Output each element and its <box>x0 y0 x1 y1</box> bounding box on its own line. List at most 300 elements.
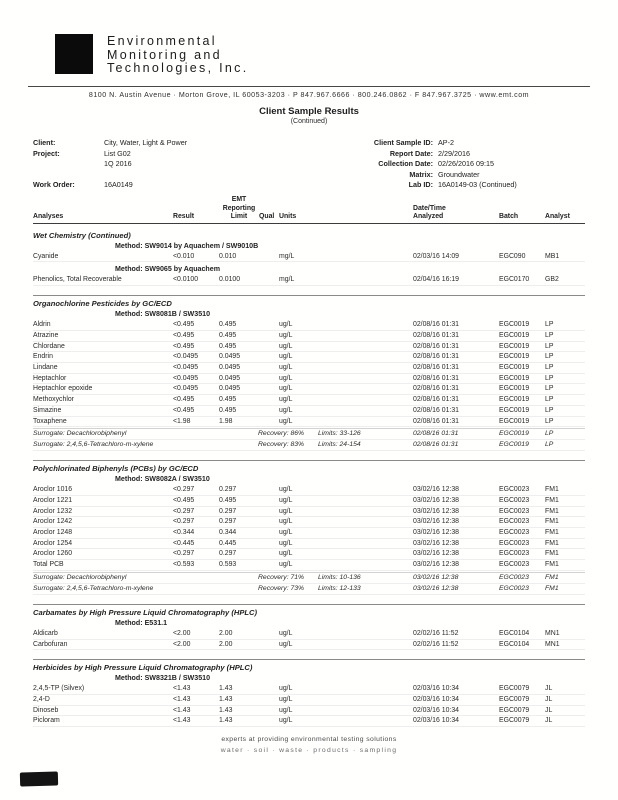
analyzed-datetime: 02/08/16 01:31 <box>413 430 459 438</box>
analyst-initials: JL <box>545 685 553 693</box>
method-line <box>115 618 585 629</box>
address-line: 8100 N. Austin Avenue · Morton Grove, IL 60053-3203 · P 847.967.6666 · 800.246.0862 · F 847.967.3725 · www.emt.com <box>28 86 590 99</box>
batch-id: EGC0019 <box>499 441 529 449</box>
section-title: Polychlorinated Biphenyls (PCBs) by GC/ECD <box>33 464 199 474</box>
analyst-initials: LP <box>545 441 554 449</box>
qualifier-value <box>259 252 279 262</box>
qualifier-value <box>259 716 279 726</box>
lab-id-value: 16A0149-03 (Continued) <box>438 180 517 189</box>
client-value: City, Water, Light & Power <box>104 138 188 147</box>
qualifier-value <box>259 507 279 517</box>
result-value: <1.43 <box>173 685 191 693</box>
batch-id: EGC0104 <box>499 629 530 637</box>
analyte-name: Atrazine <box>33 331 59 339</box>
analyte-name: Phenolics, Total Recoverable <box>33 276 122 284</box>
method-label: Method: <box>115 265 143 274</box>
analyzed-datetime: 02/08/16 01:31 <box>413 441 459 449</box>
section-title: Carbamates by High Pressure Liquid Chromatography (HPLC) <box>33 607 258 617</box>
result-row <box>33 374 585 385</box>
work-order-value: 16A0149 <box>104 180 133 189</box>
column-spacer <box>398 584 413 594</box>
analyst-initials: FM1 <box>545 584 559 592</box>
analyzed-datetime: 02/03/16 10:34 <box>413 685 459 693</box>
qualifier-value <box>259 549 279 559</box>
surrogate-limits: Limits: 33-126 <box>318 430 361 438</box>
analyzed-datetime: 02/02/16 11:52 <box>413 629 459 637</box>
analyzed-datetime: 03/02/16 12:38 <box>413 573 459 581</box>
section-carbamates <box>33 604 585 650</box>
analyte-name: Lindane <box>33 364 58 371</box>
analyst-initials: LP <box>545 396 554 404</box>
analyst-initials: FM1 <box>545 518 559 526</box>
company-name-line-3: Technologies, Inc. <box>107 61 249 75</box>
matrix-label: Matrix: <box>409 169 433 179</box>
column-spacer <box>321 549 413 559</box>
analyst-initials: LP <box>545 417 554 425</box>
batch-id: EGC0023 <box>499 518 530 526</box>
analyte-name: 2,4,5-TP (Silvex) <box>33 685 85 693</box>
method-line <box>115 673 585 684</box>
analyte-name: Aroclor 1260 <box>33 550 73 558</box>
analyte-name: Aroclor 1254 <box>33 539 73 547</box>
analyst-initials: LP <box>545 321 554 329</box>
analyst-initials: LP <box>545 430 554 438</box>
method-block <box>33 673 585 727</box>
analyte-name: Aroclor 1016 <box>33 486 73 494</box>
analyte-name: Aldrin <box>33 321 51 329</box>
batch-id: EGC0019 <box>499 374 530 382</box>
footer-services: water · soil · waste · products · sampling <box>220 747 398 754</box>
analyte-name: Heptachlor <box>33 374 67 382</box>
result-row <box>33 275 585 286</box>
column-header-analyses: Analyses <box>33 213 64 221</box>
reporting-limit-value: 2.00 <box>219 629 233 637</box>
collection-date-value: 02/26/2016 09:15 <box>438 159 494 168</box>
reporting-limit-value: 0.593 <box>219 561 237 569</box>
qualifier-value <box>259 406 279 416</box>
qualifier-value <box>259 342 279 352</box>
qualifier-value <box>259 352 279 362</box>
analyte-name: Chlordane <box>33 342 65 350</box>
reporting-limit-value: 0.297 <box>219 550 237 558</box>
column-spacer <box>398 440 413 450</box>
surrogate-recovery: Recovery: 83% <box>258 441 305 449</box>
section-title: Organochlorine Pesticides by GC/ECD <box>33 299 172 309</box>
results-report <box>33 196 585 729</box>
surrogate-row <box>33 429 585 440</box>
method-block <box>33 309 585 451</box>
reporting-limit-value: 0.0100 <box>219 276 241 284</box>
result-row <box>33 342 585 353</box>
batch-id: EGC0023 <box>499 486 530 494</box>
analyzed-datetime: 02/08/16 01:31 <box>413 406 459 414</box>
letterhead <box>55 34 248 76</box>
surrogate-name: Surrogate: Decachlorobiphenyl <box>33 573 127 581</box>
result-value: <0.0495 <box>173 374 199 382</box>
column-spacer <box>321 252 413 262</box>
analyzed-datetime: 03/02/16 12:38 <box>413 518 459 526</box>
analyst-initials: LP <box>545 385 554 393</box>
report-date-label: Report Date: <box>389 148 433 158</box>
analyst-initials: LP <box>545 364 554 371</box>
analyzed-datetime: 03/02/16 12:38 <box>413 529 459 537</box>
units-value: ug/L <box>279 685 293 693</box>
batch-id: EGC0079 <box>499 706 530 714</box>
matrix-value: Groundwater <box>438 169 480 179</box>
surrogate-name: Surrogate: 2,4,5,6-Tetrachloro-m-xylene <box>33 441 154 449</box>
result-row <box>33 507 585 518</box>
result-row <box>33 363 585 374</box>
batch-id: EGC0019 <box>499 331 530 339</box>
result-value: <1.43 <box>173 717 191 725</box>
column-header-analyzed: Date/Time Analyzed <box>413 204 446 221</box>
sample-id-label: Client Sample ID: <box>373 138 433 147</box>
units-value: ug/L <box>279 561 293 569</box>
batch-id: EGC0019 <box>499 385 530 393</box>
analyst-initials: FM1 <box>545 550 559 558</box>
analyzed-datetime: 02/03/16 14:09 <box>413 252 459 260</box>
method-label: Method: <box>115 618 143 627</box>
analyzed-datetime: 02/08/16 01:31 <box>413 417 459 425</box>
lab-id-row <box>321 180 585 191</box>
qualifier-value <box>259 539 279 549</box>
units-value: ug/L <box>279 550 293 558</box>
analyte-name: Aroclor 1242 <box>33 518 73 526</box>
analyzed-datetime: 03/02/16 12:38 <box>413 584 459 592</box>
units-value: ug/L <box>279 539 293 547</box>
column-spacer <box>321 374 413 384</box>
result-row <box>33 560 585 571</box>
method-name: SW8082A / SW3510 <box>144 475 210 484</box>
units-value: ug/L <box>279 321 293 329</box>
column-spacer <box>321 395 413 405</box>
table-header <box>33 196 585 224</box>
units-value: ug/L <box>279 342 293 350</box>
qualifier-value <box>259 706 279 716</box>
units-value: ug/L <box>279 353 293 361</box>
column-spacer <box>321 320 413 330</box>
analyzed-datetime: 03/02/16 12:38 <box>413 561 459 569</box>
column-spacer <box>321 517 413 527</box>
analyte-name: Simazine <box>33 406 62 414</box>
surrogate-row <box>33 573 585 584</box>
analyte-name: Dinoseb <box>33 706 59 714</box>
company-name-line-1: Environmental <box>107 34 217 48</box>
units-value: ug/L <box>279 406 293 414</box>
work-order-row <box>33 180 187 191</box>
batch-id: EGC0019 <box>499 417 530 425</box>
units-value: ug/L <box>279 396 293 404</box>
qualifier-value <box>259 485 279 495</box>
qualifier-value <box>259 640 279 650</box>
result-value: <0.495 <box>173 321 195 329</box>
result-row <box>33 384 585 395</box>
qualifier-value <box>259 363 279 373</box>
batch-id: EGC0023 <box>499 573 529 581</box>
batch-id: EGC0023 <box>499 507 530 515</box>
method-name: E531.1 <box>144 618 168 627</box>
batch-id: EGC0023 <box>499 584 529 592</box>
result-row <box>33 706 585 717</box>
surrogate-recovery: Recovery: 86% <box>258 430 305 438</box>
column-spacer <box>321 629 413 639</box>
units-value: ug/L <box>279 717 293 725</box>
report-subtitle: (Continued) <box>290 118 328 125</box>
result-value: <0.445 <box>173 539 195 547</box>
matrix-row <box>321 170 585 181</box>
analyte-name: Cyanide <box>33 252 59 260</box>
analyzed-datetime: 02/08/16 01:31 <box>413 342 459 350</box>
results-rows <box>33 684 585 727</box>
analyst-initials: LP <box>545 342 554 350</box>
analyzed-datetime: 02/08/16 01:31 <box>413 353 459 361</box>
results-rows <box>33 320 585 427</box>
result-value: <2.00 <box>173 640 191 648</box>
result-value: <0.0495 <box>173 385 199 393</box>
surrogate-name: Surrogate: Decachlorobiphenyl <box>33 430 127 438</box>
analyzed-datetime: 02/08/16 01:31 <box>413 321 459 329</box>
result-row <box>33 684 585 695</box>
reporting-limit-value: 0.445 <box>219 539 237 547</box>
batch-id: EGC0079 <box>499 685 530 693</box>
column-header-units: Units <box>279 213 297 221</box>
method-name: SW9014 by Aquachem / SW9010B <box>144 241 259 250</box>
column-header-qual: Qual <box>259 213 275 221</box>
method-block <box>33 241 585 263</box>
surrogate-row <box>33 584 585 595</box>
batch-id: EGC090 <box>499 252 526 260</box>
reporting-limit-value: 1.43 <box>219 685 233 693</box>
result-row <box>33 629 585 640</box>
analyst-initials: FM1 <box>545 539 559 547</box>
reporting-limit-value: 0.495 <box>219 406 237 414</box>
work-order-label: Work Order: <box>33 180 75 189</box>
section-title: Herbicides by High Pressure Liquid Chromatography (HPLC) <box>33 663 253 673</box>
batch-id: EGC0023 <box>499 539 530 547</box>
batch-id: EGC0023 <box>499 550 530 558</box>
column-header-analyst: Analyst <box>545 213 570 221</box>
section-organochlorine-pesticides <box>33 295 585 451</box>
result-value: <0.495 <box>173 406 195 414</box>
result-row <box>33 485 585 496</box>
batch-id: EGC0019 <box>499 342 530 350</box>
analyzed-datetime: 03/02/16 12:38 <box>413 539 459 547</box>
reporting-limit-value: 0.344 <box>219 529 237 537</box>
method-block <box>33 474 585 595</box>
results-rows <box>33 252 585 263</box>
surrogate-limits: Limits: 12-133 <box>318 584 361 592</box>
report-date-value: 2/29/2016 <box>438 148 470 158</box>
result-row <box>33 320 585 331</box>
column-spacer <box>321 695 413 705</box>
column-spacer <box>398 429 413 439</box>
qualifier-value <box>259 331 279 341</box>
result-value: <0.495 <box>173 342 195 350</box>
result-row <box>33 695 585 706</box>
emt-logo <box>55 34 93 74</box>
analyzed-datetime: 02/03/16 10:34 <box>413 695 459 703</box>
batch-id: EGC0023 <box>499 561 530 569</box>
analyte-name: Toxaphene <box>33 417 67 425</box>
reporting-limit-value: 1.98 <box>219 417 233 425</box>
result-row <box>33 716 585 727</box>
batch-id: EGC0079 <box>499 695 530 703</box>
column-spacer <box>321 485 413 495</box>
batch-id: EGC0170 <box>499 276 530 284</box>
analyst-initials: FM1 <box>545 529 559 537</box>
surrogate-row <box>33 440 585 451</box>
project-row-2 <box>33 159 187 170</box>
analyst-initials: JL <box>545 717 553 725</box>
reporting-limit-value: 1.43 <box>219 695 233 703</box>
qualifier-value <box>259 695 279 705</box>
analyzed-datetime: 02/08/16 01:31 <box>413 396 459 404</box>
section-pcbs <box>33 460 585 595</box>
result-value: <0.297 <box>173 518 195 526</box>
surrogate-rows <box>33 572 585 595</box>
reporting-limit-value: 0.297 <box>219 486 237 494</box>
units-value: ug/L <box>279 640 293 648</box>
units-value: ug/L <box>279 507 293 515</box>
analyst-initials: JL <box>545 695 553 703</box>
column-spacer <box>321 352 413 362</box>
analyte-name: 2,4-D <box>33 695 50 703</box>
column-spacer <box>321 706 413 716</box>
column-spacer <box>321 640 413 650</box>
batch-id: EGC0023 <box>499 529 530 537</box>
result-row <box>33 252 585 263</box>
collection-date-label: Collection Date: <box>378 159 433 168</box>
method-label: Method: <box>115 674 143 683</box>
spacer-row <box>33 170 187 181</box>
result-row <box>33 417 585 428</box>
lab-id-label: Lab ID: <box>408 180 433 189</box>
qualifier-value <box>259 417 279 427</box>
company-name <box>107 34 248 76</box>
method-label: Method: <box>115 310 143 319</box>
result-value: <0.495 <box>173 331 195 339</box>
analyzed-datetime: 02/02/16 11:52 <box>413 640 459 648</box>
analyzed-datetime: 02/08/16 01:31 <box>413 364 459 371</box>
project-value: List G02 <box>104 148 131 158</box>
reporting-limit-value: 0.495 <box>219 342 237 350</box>
qualifier-value <box>259 528 279 538</box>
footer-tagline: experts at providing environmental testing solutions <box>221 736 397 743</box>
project-value-2: 1Q 2016 <box>104 159 132 168</box>
batch-id: EGC0023 <box>499 496 530 504</box>
surrogate-name: Surrogate: 2,4,5,6-Tetrachloro-m-xylene <box>33 584 154 592</box>
column-spacer <box>398 573 413 583</box>
sample-id-value: AP-2 <box>438 138 454 147</box>
batch-id: EGC0019 <box>499 406 530 414</box>
batch-id: EGC0104 <box>499 640 530 648</box>
surrogate-limits: Limits: 10-136 <box>318 573 361 581</box>
batch-id: EGC0079 <box>499 717 530 725</box>
units-value: ug/L <box>279 629 293 637</box>
surrogate-limits: Limits: 24-154 <box>318 441 361 449</box>
result-value: <0.0100 <box>173 276 199 284</box>
units-value: ug/L <box>279 486 293 494</box>
analyst-initials: MB1 <box>545 252 560 260</box>
column-header-result: Result <box>173 213 195 221</box>
column-spacer <box>321 384 413 394</box>
project-label: Project: <box>33 148 60 158</box>
method-line <box>115 241 585 252</box>
result-value: <0.297 <box>173 486 195 494</box>
section-title: Wet Chemistry (Continued) <box>33 230 131 240</box>
column-spacer <box>321 363 413 373</box>
company-name-line-2: Monitoring and <box>107 47 222 62</box>
column-spacer <box>321 275 413 285</box>
result-value: <1.43 <box>173 706 191 714</box>
qualifier-value <box>259 374 279 384</box>
results-rows <box>33 485 585 571</box>
qualifier-value <box>259 395 279 405</box>
reporting-limit-value: 0.495 <box>219 496 237 504</box>
result-row <box>33 539 585 550</box>
analyst-initials: LP <box>545 353 554 361</box>
client-label: Client: <box>33 138 56 147</box>
method-line <box>115 474 585 485</box>
report-title: Client Sample Results <box>259 106 359 117</box>
surrogate-recovery: Recovery: 71% <box>258 573 305 581</box>
analyzed-datetime: 03/02/16 12:38 <box>413 550 459 558</box>
analyzed-datetime: 02/08/16 01:31 <box>413 385 459 393</box>
result-value: <0.297 <box>173 507 195 515</box>
qualifier-value <box>259 496 279 506</box>
column-spacer <box>321 496 413 506</box>
qualifier-value <box>259 275 279 285</box>
result-row <box>33 395 585 406</box>
reporting-limit-value: 0.495 <box>219 331 237 339</box>
reporting-limit-value: 2.00 <box>219 640 233 648</box>
method-block <box>33 264 585 286</box>
column-header-reporting-limit: EMT Reporting Limit <box>222 196 256 221</box>
column-header-batch: Batch <box>499 213 519 221</box>
batch-id: EGC0019 <box>499 353 530 361</box>
result-row <box>33 352 585 363</box>
result-value: <0.344 <box>173 529 195 537</box>
analyte-name: Methoxychlor <box>33 396 74 404</box>
analyte-name: Total PCB <box>33 561 64 569</box>
result-row <box>33 496 585 507</box>
reporting-limit-value: 0.0495 <box>219 364 241 371</box>
client-info-right <box>321 138 585 191</box>
reporting-limit-value: 0.010 <box>219 252 237 260</box>
result-value: <0.593 <box>173 561 195 569</box>
analyzed-datetime: 03/02/16 12:38 <box>413 486 459 494</box>
project-row <box>33 149 187 160</box>
analyst-initials: LP <box>545 374 554 382</box>
analyte-name: Aroclor 1248 <box>33 529 73 537</box>
method-line <box>115 264 585 275</box>
method-block <box>33 618 585 650</box>
result-value: <1.43 <box>173 695 191 703</box>
reporting-limit-value: 0.297 <box>219 518 237 526</box>
analyst-initials: FM1 <box>545 507 559 515</box>
surrogate-recovery: Recovery: 73% <box>258 584 305 592</box>
analyzed-datetime: 03/02/16 12:38 <box>413 496 459 504</box>
method-name: SW8321B / SW3510 <box>144 674 211 683</box>
result-value: <2.00 <box>173 629 191 637</box>
analyst-initials: MN1 <box>545 640 560 648</box>
units-value: ug/L <box>279 417 293 425</box>
analyte-name: Endrin <box>33 353 53 361</box>
method-label: Method: <box>115 241 143 250</box>
result-value: <0.495 <box>173 396 195 404</box>
batch-id: EGC0019 <box>499 364 530 371</box>
scan-artifact <box>20 772 58 787</box>
